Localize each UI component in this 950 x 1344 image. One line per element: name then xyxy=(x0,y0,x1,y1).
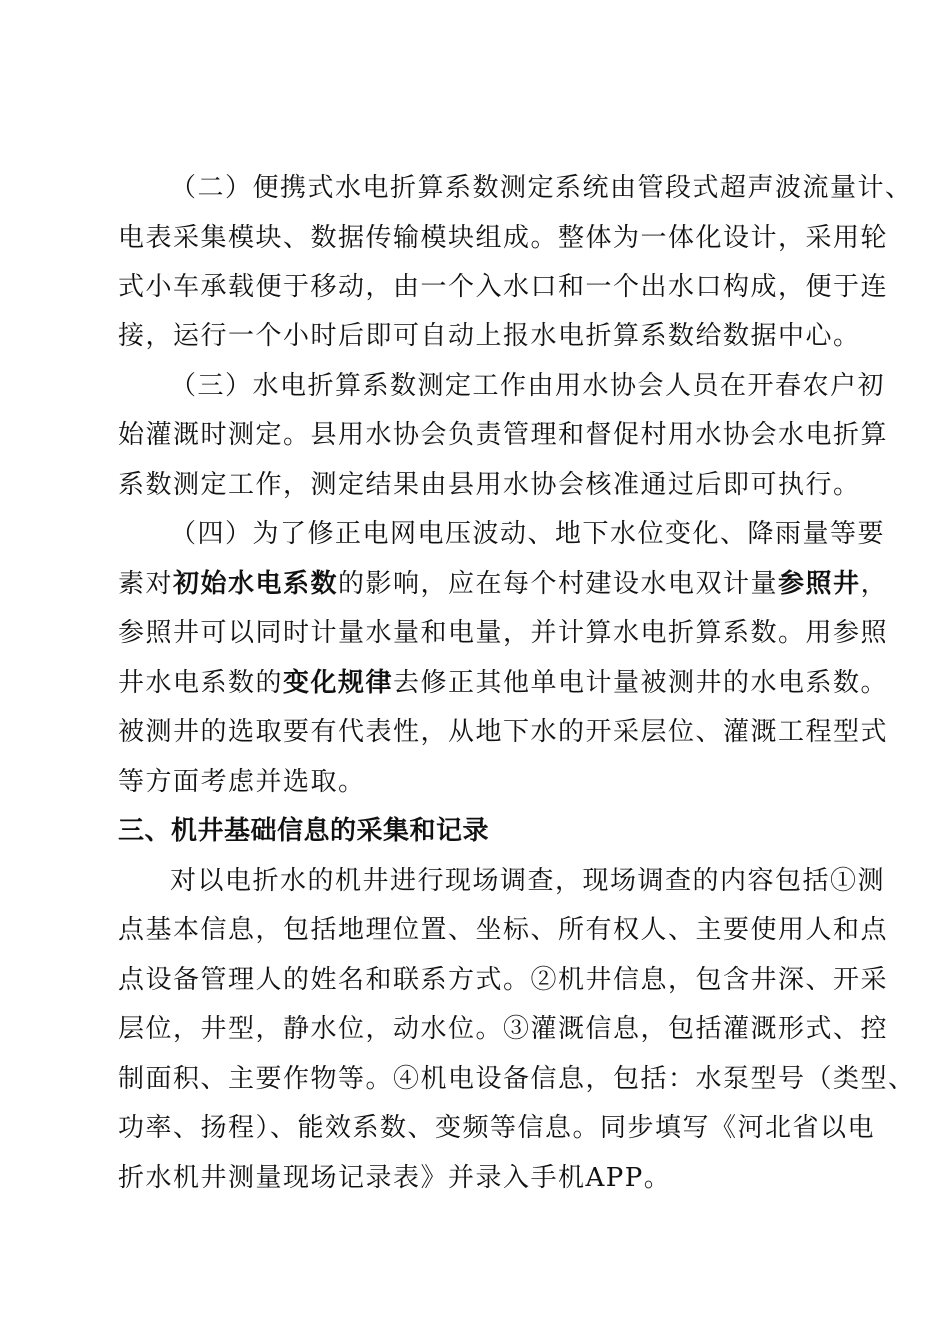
paragraph-2-line-4: 接，运行一个小时后即可自动上报水电折算系数给数据中心。 xyxy=(118,321,861,351)
paragraph-3-line-1: （三）水电折算系数测定工作由用水协会人员在开春农户初 xyxy=(170,371,886,401)
paragraph-3-line-2: 始灌溉时测定。县用水协会负责管理和督促村用水协会水电折算 xyxy=(118,420,889,450)
emphasis-change-pattern: 变化规律 xyxy=(283,668,394,698)
paragraph-2-line-1: （二）便携式水电折算系数测定系统由管段式超声波流量计、 xyxy=(170,173,913,203)
paragraph-2-line-2: 电表采集模块、数据传输模块组成。整体为一体化设计，采用轮 xyxy=(118,223,889,253)
paragraph-5-line-7: 折水机井测量现场记录表》并录入手机APP。 xyxy=(118,1163,672,1193)
paragraph-4-line-5: 被测井的选取要有代表性，从地下水的开采层位、灌溉工程型式 xyxy=(118,717,889,747)
text-segment: 的影响，应在每个村建设水电双计量 xyxy=(338,569,779,599)
paragraph-4-line-3: 参照井可以同时计量水量和电量，并计算水电折算系数。用参照 xyxy=(118,618,889,648)
emphasis-reference-well: 参照井 xyxy=(778,569,861,599)
text-segment: 去修正其他单电计量被测井的水电系数。 xyxy=(393,668,889,698)
paragraph-4-line-6: 等方面考虑并选取。 xyxy=(118,767,366,797)
paragraph-5-line-5: 制面积、主要作物等。④机电设备信息，包括：水泵型号（类型、 xyxy=(118,1064,916,1094)
text-segment: 素对 xyxy=(118,569,174,599)
text-segment: 井水电系数的 xyxy=(118,668,284,698)
paragraph-4-line-1: （四）为了修正电网电压波动、地下水位变化、降雨量等要 xyxy=(170,519,886,549)
paragraph-4-line-4 xyxy=(118,666,889,700)
paragraph-4-line-2 xyxy=(118,567,889,601)
section-3-heading: 三、机井基础信息的采集和记录 xyxy=(118,816,490,846)
paragraph-3-line-3: 系数测定工作，测定结果由县用水协会核准通过后即可执行。 xyxy=(118,470,861,500)
paragraph-5-line-1: 对以电折水的机井进行现场调查，现场调查的内容包括①测 xyxy=(170,866,886,896)
paragraph-5-line-4: 层位，井型，静水位，动水位。③灌溉信息，包括灌溉形式、控 xyxy=(118,1014,889,1044)
text-segment: ， xyxy=(860,569,889,599)
paragraph-5-line-3: 点设备管理人的姓名和联系方式。②机井信息，包含井深、开采 xyxy=(118,965,889,995)
paragraph-5-line-6: 功率、扬程）、能效系数、变频等信息。同步填写《河北省以电 xyxy=(118,1113,876,1143)
paragraph-2-line-3: 式小车承载便于移动，由一个入水口和一个出水口构成，便于连 xyxy=(118,272,889,302)
emphasis-initial-coefficient: 初始水电系数 xyxy=(173,569,339,599)
paragraph-5-line-2: 点基本信息，包括地理位置、坐标、所有权人、主要使用人和点 xyxy=(118,915,889,945)
